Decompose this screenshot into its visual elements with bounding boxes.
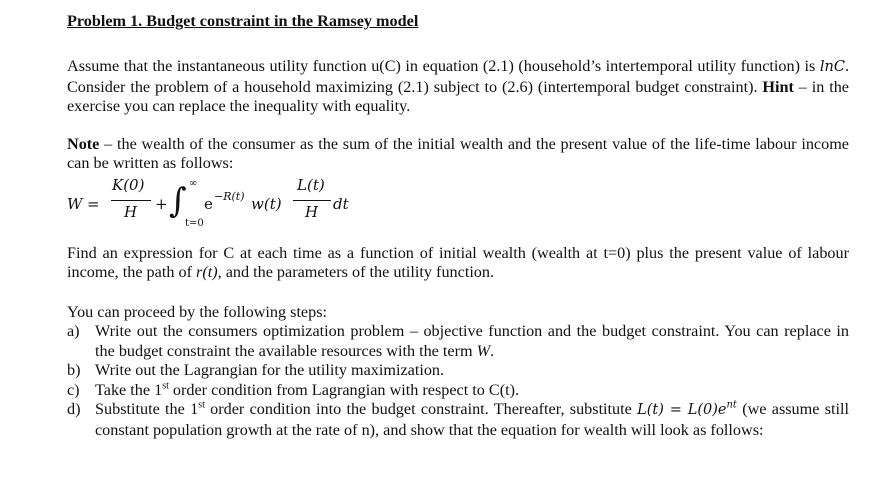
- note-label: Note: [67, 134, 100, 153]
- step-d-math: L(t) = L(0)e: [637, 402, 727, 418]
- step-d-label: d): [67, 400, 81, 418]
- eq-frac1-bar: [111, 200, 151, 201]
- note-paragraph: [67, 135, 849, 174]
- step-b-text: Write out the Lagrangian for the utility maximization.: [95, 361, 445, 379]
- steps-intro: You can proceed by the following steps:: [67, 302, 328, 321]
- eq-plus: +: [155, 194, 168, 213]
- eq-frac1-denominator: H: [124, 202, 138, 221]
- utility-lnc: lnC: [819, 59, 845, 75]
- step-a: [67, 322, 849, 361]
- eq-frac2-denominator: H: [305, 202, 319, 221]
- note-text: – the wealth of the consumer as the sum of the initial wealth and the present value of the life-time labour income can be written as follows:: [67, 134, 849, 172]
- step-d-sup: st: [198, 399, 205, 411]
- step-d-text-2: order condition into the budget constraint. Thereafter, substitute: [204, 400, 638, 418]
- step-c-text-2: order condition from Lagrangian with respect to C(t).: [168, 380, 520, 399]
- find-text-1: Find an expression for C at each time as a function of initial wealth (wealth at t=0) plus the present value of labour income, the path of: [67, 243, 849, 281]
- eq-frac2-numerator: L(t): [297, 175, 325, 194]
- step-d-text-1: Substitute the 1: [95, 400, 199, 418]
- intro-paragraph: [67, 57, 849, 117]
- step-a-label: a): [67, 322, 80, 340]
- eq-lhs: W: [67, 194, 83, 213]
- eq-integral-lower: t=0: [185, 217, 204, 229]
- intro-text-1: Assume that the instantaneous utility function u(C) in equation (2.1) (household’s intertemporal utility function) is: [67, 57, 820, 75]
- find-paragraph: [67, 244, 849, 283]
- find-text-2: , and the parameters of the utility function.: [217, 263, 495, 281]
- step-a-end: .: [490, 341, 495, 360]
- step-c-text-1: Take the 1: [95, 380, 163, 399]
- step-a-w: W: [476, 341, 491, 360]
- step-d-math-sup: nt: [726, 399, 737, 411]
- problem-title: Problem 1. Budget constraint in the Ramsey model: [67, 12, 419, 30]
- eq-dt: dt: [333, 194, 349, 213]
- eq-frac1-numerator: K(0): [112, 175, 145, 194]
- find-rt: r(t): [196, 263, 218, 281]
- steps-list: [67, 322, 849, 440]
- wealth-equation: [67, 176, 849, 234]
- eq-exp-base: e: [204, 194, 213, 213]
- problem-document: [67, 10, 849, 440]
- step-b: [67, 361, 849, 381]
- step-d: [67, 400, 849, 440]
- step-d-text-3: (we assume still constant population growth at the rate of n), and show that the equation for wealth will look as follows:: [95, 400, 849, 439]
- eq-frac2-bar: [293, 200, 331, 201]
- eq-exp-power: −R(t): [214, 189, 245, 203]
- step-b-label: b): [67, 361, 81, 379]
- step-c: [67, 381, 849, 401]
- step-a-text: Write out the consumers optimization problem – objective function and the budget constraint. You can replace in the budget constraint the available resources with the term: [95, 322, 849, 360]
- eq-wage-term: w(t): [251, 194, 282, 213]
- hint-text: – in the exercise you can replace the inequality with equality.: [67, 77, 849, 115]
- eq-integral-upper: ∞: [189, 177, 198, 189]
- step-c-label: c): [67, 380, 80, 399]
- eq-integral-sign: ∫: [169, 180, 187, 221]
- intro-text-2: . Consider the problem of a household maximizing (2.1) subject to (2.6) (intertemporal budget constraint).: [67, 57, 849, 96]
- eq-equals: =: [87, 194, 100, 213]
- hint-label: Hint: [762, 77, 794, 96]
- step-c-sup: st: [162, 380, 169, 392]
